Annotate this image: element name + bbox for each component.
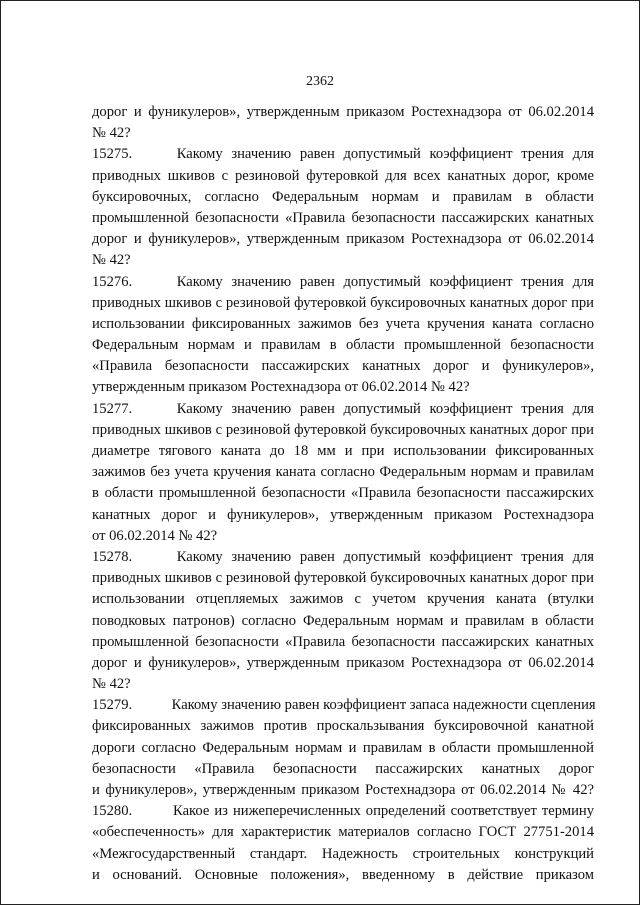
- text-line: 15277. Какому значению равен допустимый коэффициент трения для: [92, 399, 594, 420]
- text-line: диаметре тягового каната до 18 мм и при использовании фиксированных: [92, 443, 594, 459]
- text-line: использовании фиксированных зажимов без учета кручения каната согласно: [92, 315, 594, 332]
- text-line: безопасности «Правила безопасности пассажирских канатных дорог: [92, 760, 594, 777]
- text-line: № 42?: [92, 676, 131, 693]
- text-line: 15278. Какому значению равен допустимый коэффициент трения для: [92, 547, 594, 568]
- text-line: промышленной безопасности «Правила безопасности пассажирских канатных: [92, 209, 594, 226]
- text-line: приводных шкивов с резиновой футеровкой буксировочных канатных дорог при: [92, 294, 594, 311]
- text-line: дорог и фуникулеров», утвержденным приказом Ростехнадзора от 06.02.2014: [92, 104, 594, 120]
- text-line: буксировочных, согласно Федеральным нормам и правилам в области: [92, 188, 594, 205]
- text-line: дорог и фуникулеров», утвержденным приказом Ростехнадзора от 06.02.2014: [92, 654, 594, 671]
- text-line: утвержденным приказом Ростехнадзора от 06.02.2014 № 42?: [92, 379, 470, 396]
- text-line: приводных шкивов с резиновой футеровкой буксировочных канатных дорог при: [92, 421, 594, 438]
- text-line: 15280. Какое из нижеперечисленных определений соответствует термину: [92, 801, 594, 822]
- text-line: 15279. Какому значению равен коэффициент запаса надежности сцепления: [92, 695, 594, 716]
- text-line: № 42?: [92, 125, 131, 142]
- text-line: дорог и фуникулеров», утвержденным приказом Ростехнадзора от 06.02.2014: [92, 231, 594, 248]
- text-line: и оснований. Основные положения», введенному в действие приказом: [92, 866, 594, 883]
- text-line: приводных шкивов с резиновой футеровкой для всех канатных дорог, кроме: [92, 167, 594, 184]
- text-line: 15276. Какому значению равен допустимый коэффициент трения для: [92, 272, 594, 293]
- question-number: 15280.: [92, 803, 133, 820]
- question-number: 15277.: [92, 400, 133, 417]
- text-line: 15275. Какому значению равен допустимый коэффициент трения для: [92, 144, 594, 165]
- question-number: 15275.: [92, 146, 133, 163]
- document-body: [92, 102, 594, 886]
- question-number: 15279.: [92, 697, 133, 714]
- text-line: фиксированных зажимов против проскальзывания буксировочной канатной: [92, 718, 594, 735]
- text-line: промышленной безопасности «Правила безопасности пассажирских канатных: [92, 633, 594, 650]
- question-number: 15278.: [92, 548, 133, 565]
- text-line: канатных дорог и фуникулеров», утвержденным приказом Ростехнадзора: [92, 506, 594, 523]
- text-line: Федеральным нормам и правилам в области промышленной безопасности: [92, 337, 594, 354]
- text-line: «Межгосударственный стандарт. Надежность строительных конструкций: [92, 845, 594, 862]
- text-line: поводковых патронов) согласно Федеральным нормам и правилам в области: [92, 612, 594, 629]
- text-line: № 42?: [92, 252, 131, 269]
- text-line: «обеспеченность» для характеристик материалов согласно ГОСТ 27751-2014: [92, 824, 594, 841]
- text-line: зажимов без учета кручения каната согласно Федеральным нормам и правилам: [92, 464, 594, 481]
- text-line: в области промышленной безопасности «Правила безопасности пассажирских: [92, 485, 594, 502]
- page-number: 2362: [306, 74, 334, 89]
- text-line: приводных шкивов с резиновой футеровкой буксировочных канатных дорог при: [92, 570, 594, 587]
- text-line: и фуникулеров», утвержденным приказом Ростехнадзора от 06.02.2014 № 42?: [92, 782, 594, 798]
- question-number: 15276.: [92, 273, 133, 290]
- text-line: «Правила безопасности пассажирских канатных дорог и фуникулеров»,: [92, 358, 594, 375]
- text-line: дороги согласно Федеральным нормам и правилам в области промышленной: [92, 739, 594, 756]
- text-line: от 06.02.2014 № 42?: [92, 527, 218, 544]
- text-line: использовании отцепляемых зажимов с учетом кручения каната (втулки: [92, 591, 594, 608]
